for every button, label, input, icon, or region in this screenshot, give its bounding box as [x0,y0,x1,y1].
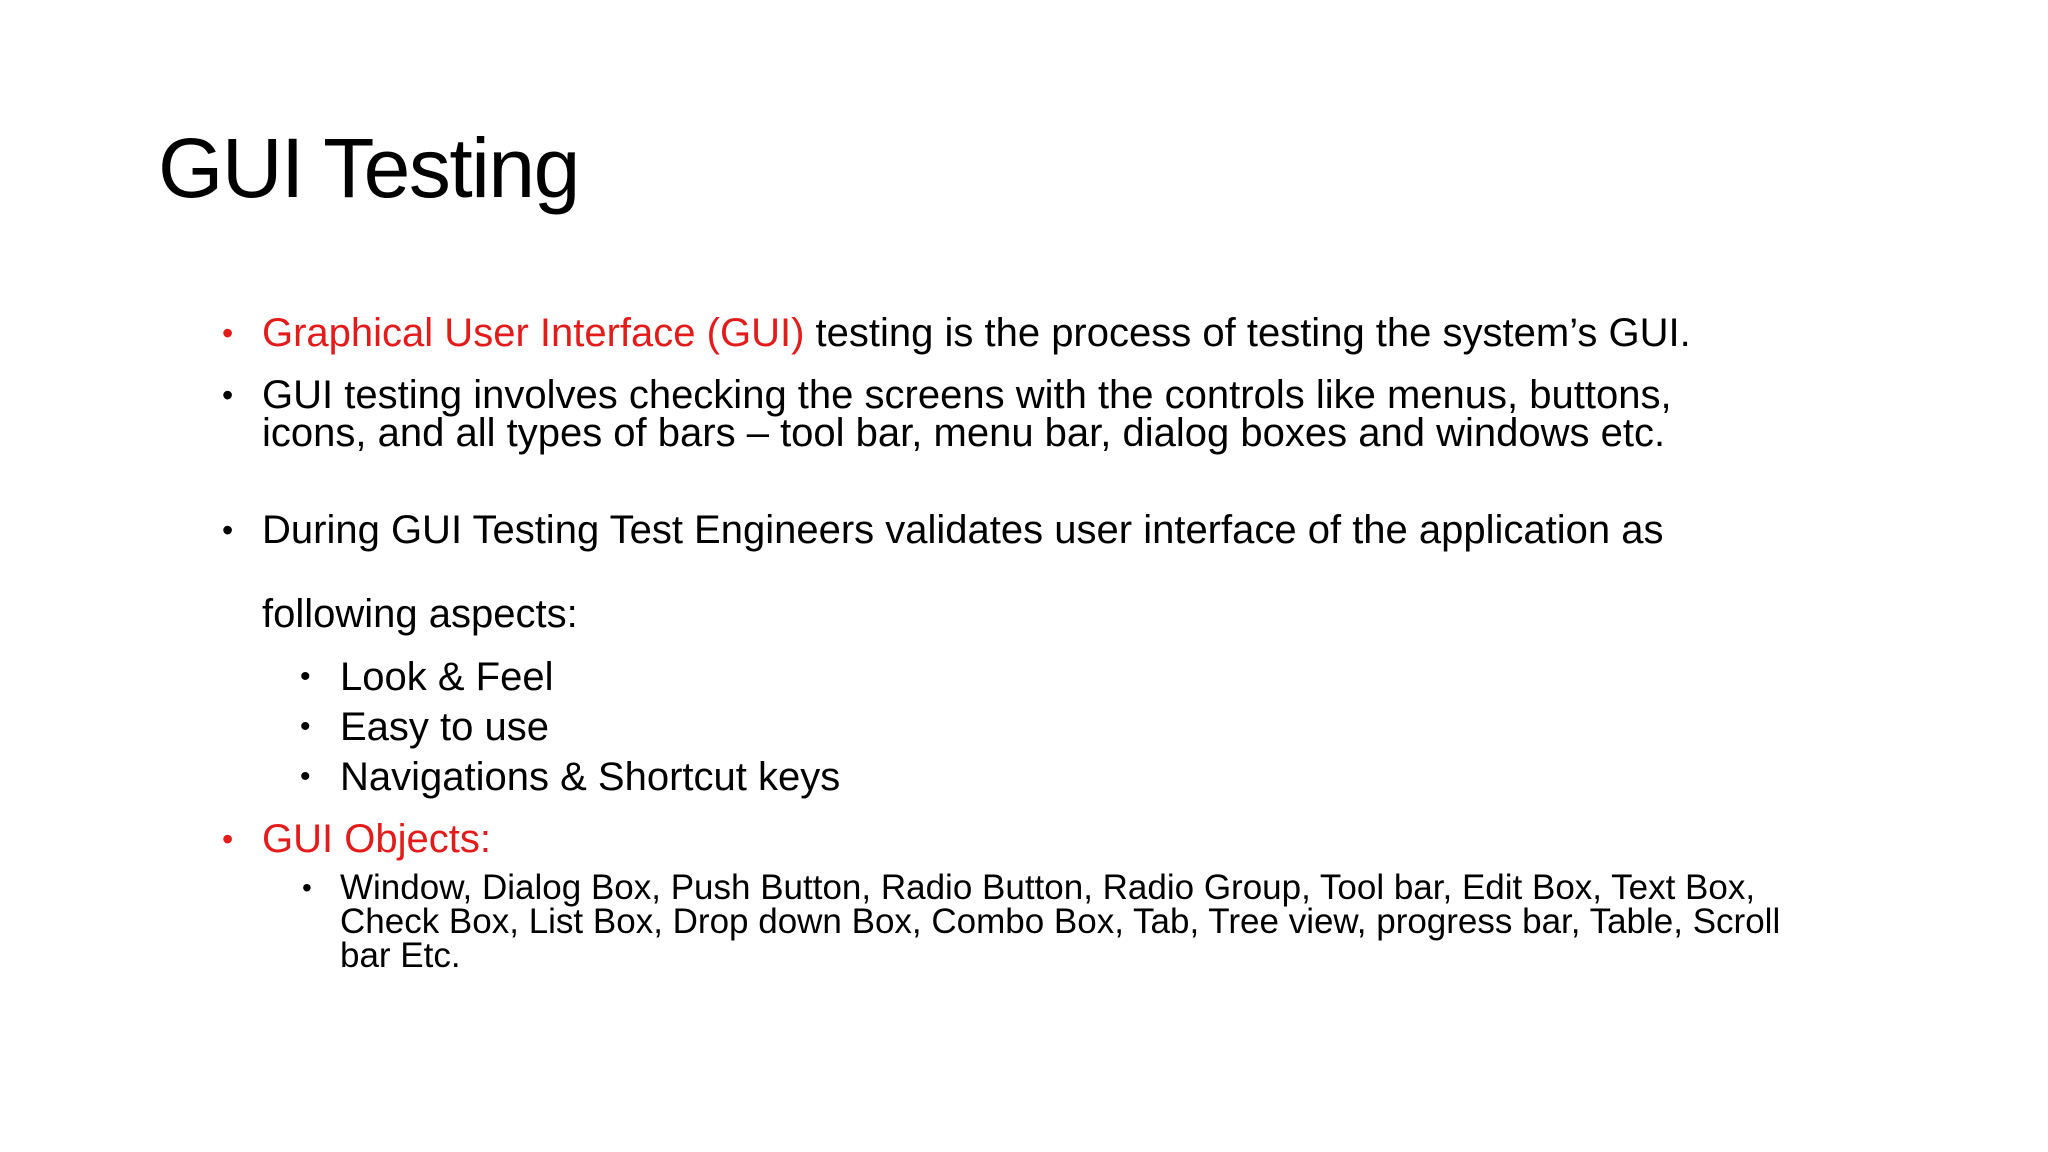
objects-line-1: Window, Dialog Box, Push Button, Radio Button, Radio Group, Tool bar, Edit Box, Text Box, [340,868,1756,907]
bullet-text-line-2: following aspects: [262,592,578,636]
bullet-gui-definition [222,311,1691,355]
bullet-text-line-2: icons, and all types of bars – tool bar, menu bar, dialog boxes and windows etc. [262,411,1666,455]
bullet-test-engineers-validate [222,508,1664,636]
gui-objects-list [302,868,1781,975]
objects-line-3: bar Etc. [340,936,461,975]
aspect-text: Easy to use [340,705,550,749]
bullet-gui-objects [222,817,491,861]
gui-objects-heading: GUI Objects: [262,817,491,861]
bullet-marker: • [300,760,311,793]
aspect-easy-to-use [300,705,550,749]
bullet-marker: • [222,512,234,548]
slide-title: GUI Testing [158,121,579,215]
bullet-text-line-1: During GUI Testing Test Engineers validates user interface of the application as [262,508,1664,552]
bullet-gui-testing-involves [222,373,1672,455]
bullet-marker: • [302,872,312,903]
aspect-look-and-feel [300,655,554,699]
bullet-marker: • [300,660,311,693]
aspect-navigations-shortcuts [300,755,841,799]
aspect-text: Look & Feel [340,655,554,699]
bullet-marker: • [222,821,234,857]
bullet-marker: • [222,377,234,413]
aspect-text: Navigations & Shortcut keys [340,755,841,799]
bullet-text-line-1: GUI testing involves checking the screens with the controls like menus, buttons, [262,373,1672,417]
objects-line-2: Check Box, List Box, Drop down Box, Combo Box, Tab, Tree view, progress bar, Table, Scroll [340,902,1781,941]
gui-term-highlight: Graphical User Interface (GUI) [262,311,805,355]
bullet-text: testing is the process of testing the system’s GUI. [804,311,1691,355]
bullet-marker: • [300,710,311,743]
bullet-marker: • [222,315,234,351]
